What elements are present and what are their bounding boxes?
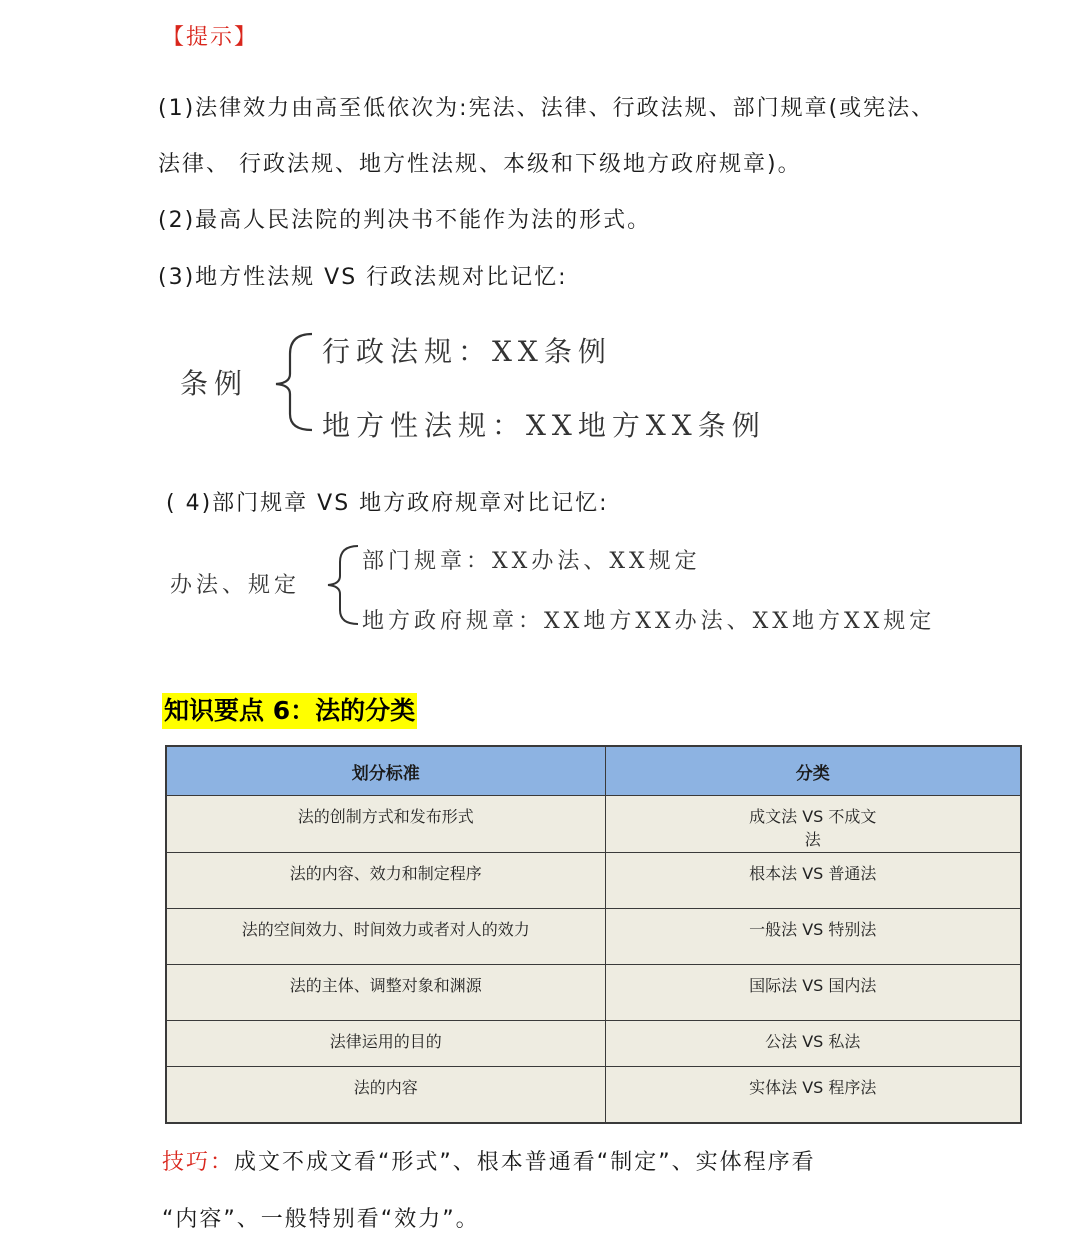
tip-text-1: 成文不成文看“形式”、根本普通看“制定”、实体程序看 [234, 1150, 816, 1175]
table-cell-criterion: 法的主体、调整对象和渊源 [166, 965, 605, 1021]
table-cell-category: 公法 VS 私法 [605, 1021, 1021, 1067]
left-brace-icon [268, 328, 318, 438]
table-header-row [166, 746, 1021, 796]
hint-line-2: 法律、 行政法规、地方性法规、本级和下级地方政府规章)。 [158, 152, 802, 177]
diagram2-branch-bottom: 地方政府规章：XX地方XX办法、XX地方XX规定 [362, 609, 936, 634]
tip-label: 技巧： [162, 1150, 235, 1175]
table-cell-criterion: 法的内容 [166, 1067, 605, 1123]
table-row [166, 965, 1021, 1021]
tip-line-2: “内容”、一般特别看“效力”。 [162, 1207, 480, 1232]
table-cell-category: 一般法 VS 特别法 [605, 909, 1021, 965]
table-cell-criterion: 法律运用的目的 [166, 1021, 605, 1067]
diagram1-branch-top: 行政法规：XX条例 [322, 335, 612, 368]
diagram2-label: 办法、规定 [170, 573, 301, 598]
table-cell-category: 国际法 VS 国内法 [605, 965, 1021, 1021]
table-row [166, 853, 1021, 909]
table-header-category: 分类 [605, 746, 1021, 796]
hint-line-5: ( 4)部门规章 VS 地方政府规章对比记忆: [166, 491, 609, 516]
table-cell-category: 成文法 VS 不成文法 [605, 796, 1021, 853]
table-header-criterion: 划分标准 [166, 746, 605, 796]
table-row [166, 796, 1021, 853]
table-cell-category: 实体法 VS 程序法 [605, 1067, 1021, 1123]
hint-line-3: (2)最高人民法院的判决书不能作为法的形式。 [158, 208, 652, 233]
table-cell-criterion: 法的创制方式和发布形式 [166, 796, 605, 853]
left-brace-icon [322, 540, 362, 630]
classification-table [165, 745, 1022, 1124]
table-row [166, 909, 1021, 965]
knowledge-point-title: 知识要点 6：法的分类 [162, 693, 417, 729]
hint-line-4: (3)地方性法规 VS 行政法规对比记忆: [158, 265, 568, 290]
table-row [166, 1067, 1021, 1123]
hint-line-1: (1)法律效力由高至低依次为:宪法、法律、行政法规、部门规章(或宪法、 [158, 96, 936, 121]
table-cell-criterion: 法的内容、效力和制定程序 [166, 853, 605, 909]
diagram1-branch-bottom: 地方性法规：XX地方XX条例 [322, 409, 766, 442]
diagram2-branch-top: 部门规章：XX办法、XX规定 [362, 549, 701, 574]
table-cell-category: 根本法 VS 普通法 [605, 853, 1021, 909]
diagram1-label: 条例 [180, 367, 249, 400]
table-row [166, 1021, 1021, 1067]
table-cell-criterion: 法的空间效力、时间效力或者对人的效力 [166, 909, 605, 965]
tip-line-1 [162, 1148, 816, 1178]
hint-title: 【提示】 [162, 25, 259, 50]
